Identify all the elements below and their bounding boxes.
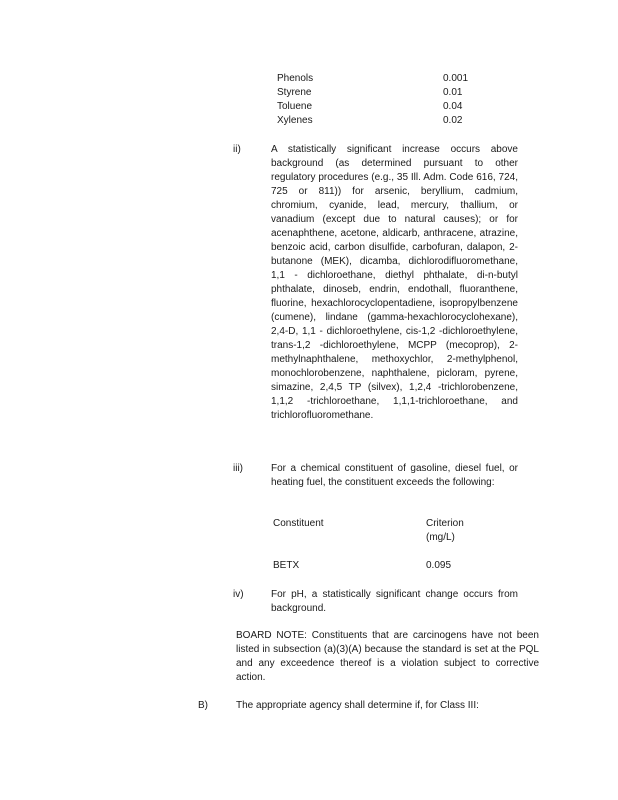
item-iv-paragraph: For pH, a statistically significant change occurs from background. xyxy=(271,589,518,614)
constituent-name: Styrene xyxy=(277,87,312,98)
item-B-label: B) xyxy=(198,700,208,711)
constituent-value: 0.02 xyxy=(443,115,463,126)
constituent-value: 0.01 xyxy=(443,87,463,98)
table-row xyxy=(277,86,477,100)
board-note: BOARD NOTE: Constituents that are carcinogens have not been listed in subsection (a)(3)(A) because the standard is set at the PQL and any exceedence thereof is a violation subject to corrective action. xyxy=(236,630,539,683)
item-ii-paragraph: A statistically significant increase occurs above background (as determined pursuant to other regulatory procedures (e.g., 35 Ill. Adm. Code 616, 724, 725 or 811)) for arsenic, beryllium, cadmium, chromium, cyanide, lead, mercury, thallium, or vanadium (except due to natural causes); or for acenaphthene, acetone, aldicarb, anthracene, atrazine, benzoic acid, carbon disulfide, carbofuran, dalapon, 2-butanone (MEK), dicamba, dichlorodifluoromethane, 1,1 - dichloroethane, diethyl phthalate, di-n-butyl phthalate, dinoseb, endrin, endothall, fluoranthene, fluorine, hexachlorocyclopentadiene, isopropylbenzene (cumene), lindane (gamma-hexachlorocyclohexane), 2,4-D, 1,1 - dichloroethylene, cis-1,2 -dichloroethylene, trans-1,2 -dichloroethylene, MCPP (mecoprop), 2-methylnaphthalene, methoxychlor, 2-methylphenol, monochlorobenzene, naphthalene, picloram, pyrene, simazine, 2,4,5 TP (silvex), 1,2,4 -trichlorobenzene, 1,1,2 -trichloroethane, 1,1,1-trichloroethane, and trichlorofluoromethane. xyxy=(271,144,518,421)
criterion-row-value: 0.095 xyxy=(426,560,452,571)
criterion-table-header-constituent: Constituent xyxy=(273,518,324,529)
constituent-value: 0.04 xyxy=(443,101,463,112)
item-iv-label: iv) xyxy=(233,589,244,600)
constituent-name: Phenols xyxy=(277,73,314,84)
item-iii-label: iii) xyxy=(233,463,243,474)
criterion-row-constituent: BETX xyxy=(273,560,300,571)
table-row xyxy=(277,100,477,114)
item-iii-paragraph: For a chemical constituent of gasoline, diesel fuel, or heating fuel, the constituent exceeds the following: xyxy=(271,463,518,488)
constituent-name: Xylenes xyxy=(277,115,313,126)
item-B-paragraph: The appropriate agency shall determine if, for Class III: xyxy=(236,700,479,711)
table-row xyxy=(277,114,477,128)
table-row xyxy=(277,72,477,86)
constituent-value: 0.001 xyxy=(443,73,469,84)
criterion-table-header-criterion: Criterion (mg/L) xyxy=(426,518,464,543)
constituent-name: Toluene xyxy=(277,101,313,112)
item-ii-label: ii) xyxy=(233,144,241,155)
